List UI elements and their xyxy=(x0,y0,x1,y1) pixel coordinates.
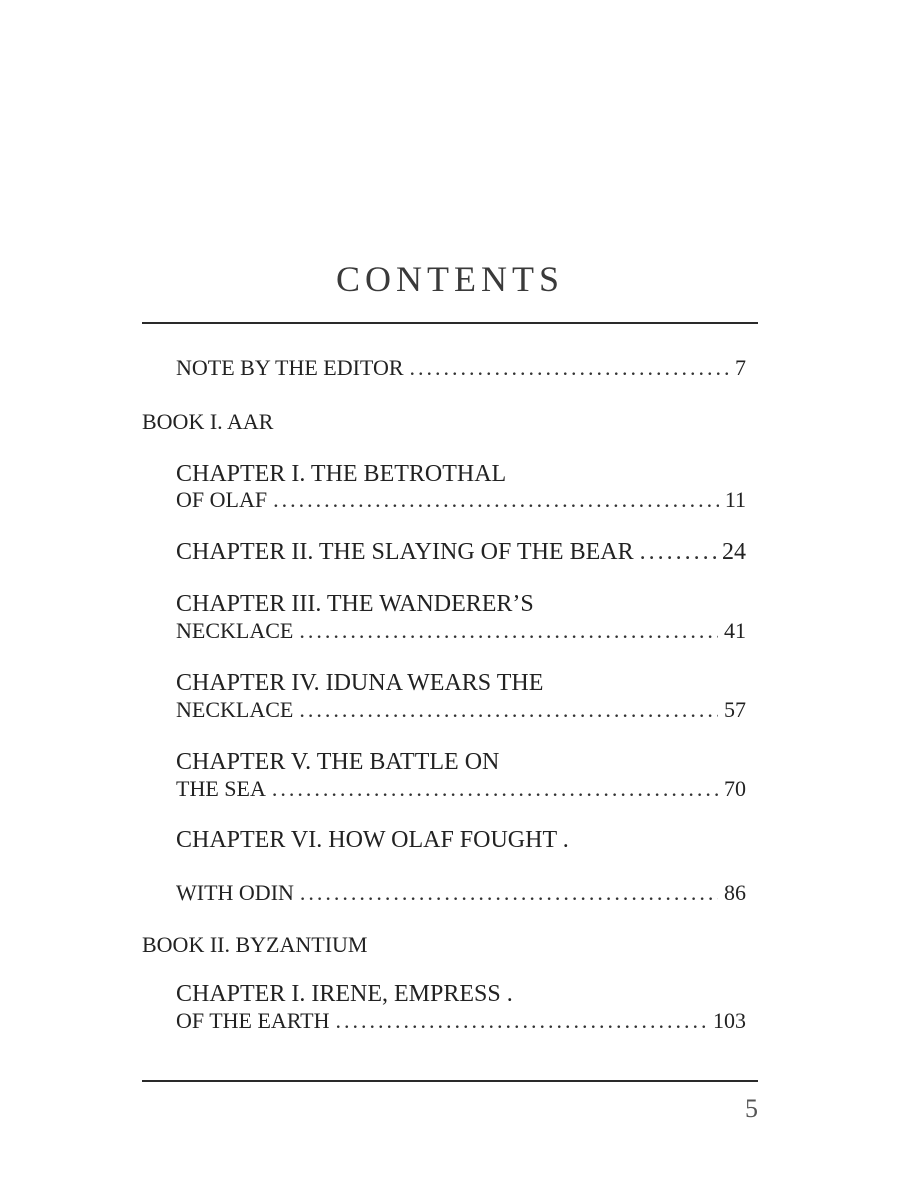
dot-leader xyxy=(272,775,718,803)
dot-leader xyxy=(300,879,718,907)
toc-entry-label: OF THE EARTH xyxy=(176,1008,330,1033)
toc-entry-book1-ch5-line2[interactable] xyxy=(176,775,746,803)
top-divider xyxy=(142,322,758,324)
toc-entry-editor-note[interactable] xyxy=(176,354,746,382)
toc-entry-label: OF OLAF xyxy=(176,487,268,512)
bottom-divider xyxy=(142,1080,758,1082)
toc-page-number: 57 xyxy=(724,697,746,722)
toc-entry-book1-ch6-line2[interactable] xyxy=(176,879,746,907)
page-title: CONTENTS xyxy=(336,259,564,299)
toc-entry-book1-ch1-line2[interactable] xyxy=(176,486,746,514)
toc-entry-label: NECKLACE xyxy=(176,697,294,722)
toc-page-number: 7 xyxy=(735,355,746,380)
toc-page-number: 70 xyxy=(724,776,746,801)
toc-entry-book2-ch1-line1[interactable]: CHAPTER I. IRENE, EMPRESS . xyxy=(176,981,513,1007)
toc-page-number: 103 xyxy=(713,1008,746,1033)
toc-entry-label: THE SEA xyxy=(176,776,266,801)
toc-entry-book1-ch3-line2[interactable] xyxy=(176,617,746,645)
book-heading-1: BOOK I. AAR xyxy=(142,409,274,434)
book-heading-2: BOOK II. BYZANTIUM xyxy=(142,932,368,957)
toc-page-number: 41 xyxy=(724,618,746,643)
toc-entry-label: NOTE BY THE EDITOR xyxy=(176,355,404,380)
toc-entry-label: NECKLACE xyxy=(176,618,294,643)
dot-leader xyxy=(299,617,718,645)
toc-entry-label: WITH ODIN xyxy=(176,880,294,905)
toc-page-number: 24 xyxy=(722,539,746,565)
toc-entry-label: CHAPTER II. THE SLAYING OF THE BEAR xyxy=(176,539,634,565)
dot-leader xyxy=(410,354,729,382)
dot-leader xyxy=(273,486,719,514)
toc-entry-book1-ch4-line1[interactable]: CHAPTER IV. IDUNA WEARS THE xyxy=(176,670,544,696)
page-number: 5 xyxy=(745,1094,758,1123)
toc-entry-book1-ch6-line1[interactable]: CHAPTER VI. HOW OLAF FOUGHT . xyxy=(176,827,569,853)
dot-leader xyxy=(299,696,718,724)
toc-page-number: 11 xyxy=(724,487,746,512)
toc-page-number: 86 xyxy=(724,880,746,905)
dot-leader xyxy=(640,538,716,566)
toc-entry-book1-ch4-line2[interactable] xyxy=(176,696,746,724)
toc-entry-book1-ch2[interactable] xyxy=(176,538,746,566)
toc-entry-book1-ch3-line1[interactable]: CHAPTER III. THE WANDERER’S xyxy=(176,591,534,617)
toc-entry-book1-ch5-line1[interactable]: CHAPTER V. THE BATTLE ON xyxy=(176,749,500,775)
toc-entry-book2-ch1-line2[interactable] xyxy=(176,1007,746,1035)
toc-entry-book1-ch1-line1[interactable]: CHAPTER I. THE BETROTHAL xyxy=(176,461,507,487)
dot-leader xyxy=(336,1007,708,1035)
